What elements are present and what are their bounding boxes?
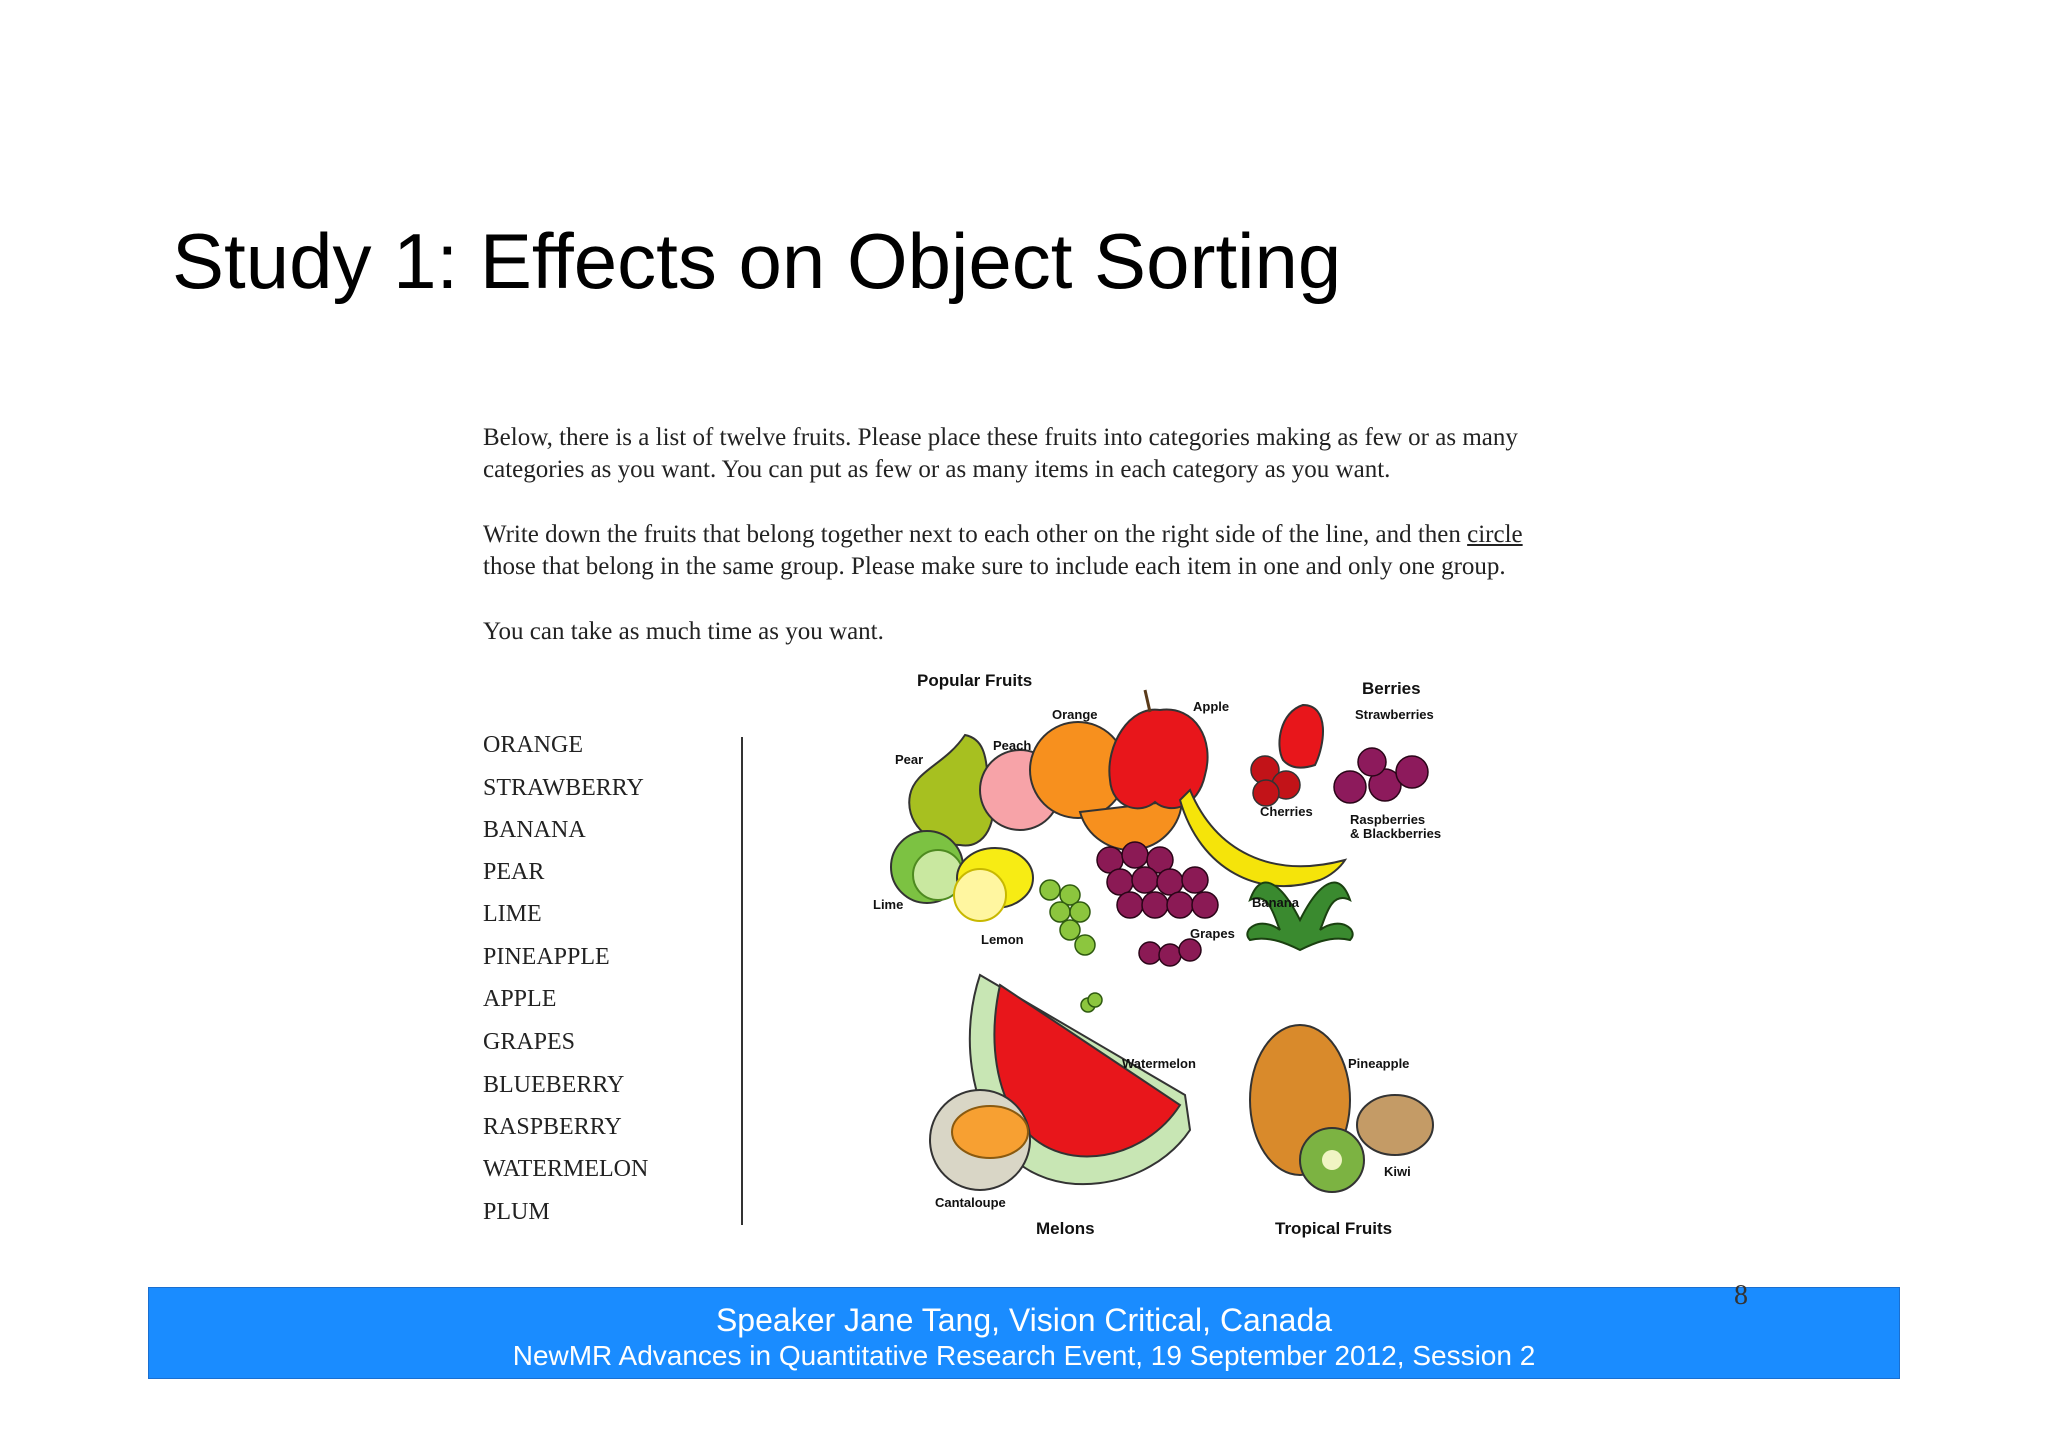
instruction-paragraph-2	[483, 519, 1523, 583]
fruit-list-item: BLUEBERRY	[483, 1072, 625, 1098]
group-header-melons: Melons	[1036, 1219, 1095, 1238]
instruction-paragraph-1	[483, 422, 1518, 486]
label-cherries: Cherries	[1260, 804, 1313, 819]
label-peach: Peach	[993, 738, 1032, 753]
label-grapes: Grapes	[1190, 926, 1235, 941]
footer-event-text: NewMR Advances in Quantitative Research Event, 19 September 2012, Session 2	[512, 1340, 1536, 1371]
fruit-list-item: BANANA	[483, 817, 586, 843]
fruit-list-item: PEAR	[483, 859, 545, 885]
label-lime: Lime	[873, 897, 904, 912]
fruit-list-item: PLUM	[483, 1199, 550, 1225]
fruit-list-item: GRAPES	[483, 1029, 576, 1055]
purple-grapes-icon	[1097, 842, 1218, 966]
label-cantaloupe: Cantaloupe	[935, 1195, 1006, 1210]
instruction-line: those that belong in the same group. Please make sure to include each item in one and only one group.	[483, 553, 1506, 580]
apple-icon	[1109, 710, 1207, 809]
label-apple: Apple	[1193, 699, 1230, 714]
instruction-paragraph-3: You can take as much time as you want.	[483, 618, 884, 645]
pineapple-leaves-icon	[1247, 883, 1352, 950]
fruit-list-item: WATERMELON	[483, 1156, 649, 1182]
raspberries-icon	[1334, 748, 1428, 803]
answer-divider-line	[741, 737, 743, 1225]
green-grapes-icon	[1040, 880, 1102, 1012]
circle-underlined-word: circle	[1467, 521, 1523, 548]
group-header-popular: Popular Fruits	[917, 671, 1033, 690]
fruit-list-item: STRAWBERRY	[483, 775, 644, 801]
label-orange: Orange	[1052, 707, 1098, 722]
label-pear: Pear	[895, 752, 924, 767]
label-kiwi: Kiwi	[1384, 1164, 1411, 1179]
label-blackberries: & Blackberries	[1350, 826, 1442, 841]
footer-banner	[148, 1287, 1900, 1379]
label-strawberries: Strawberries	[1355, 707, 1434, 722]
footer-speaker-text: Speaker Jane Tang, Vision Critical, Canada	[715, 1302, 1333, 1338]
page-number: 8	[1734, 1280, 1748, 1311]
fruit-list-item: LIME	[483, 901, 542, 927]
slide-title: Study 1: Effects on Object Sorting	[172, 217, 1342, 305]
instruction-text: Write down the fruits that belong together next to each other on the right side of the line, and then	[483, 521, 1468, 548]
fruit-list-item: APPLE	[483, 986, 557, 1012]
label-watermelon: Watermelon	[1122, 1056, 1196, 1071]
label-pineapple: Pineapple	[1348, 1056, 1410, 1071]
instruction-line: categories as you want. You can put as few or as many items in each category as you want.	[483, 456, 1391, 483]
strawberry-icon	[1279, 705, 1323, 768]
label-banana: Banana	[1252, 895, 1299, 910]
label-lemon: Lemon	[981, 932, 1024, 947]
instruction-line	[483, 519, 1523, 551]
fruit-list-item: PINEAPPLE	[483, 944, 610, 970]
fruit-illustration	[860, 660, 1490, 1260]
fruit-list-item: RASPBERRY	[483, 1114, 622, 1140]
group-header-berries: Berries	[1362, 679, 1421, 698]
kiwi-icon	[1357, 1095, 1433, 1155]
label-raspberries: Raspberries	[1350, 812, 1426, 827]
group-header-tropical: Tropical Fruits	[1275, 1219, 1393, 1238]
fruit-list-item: ORANGE	[483, 732, 583, 758]
instruction-line: Below, there is a list of twelve fruits. Please place these fruits into categories making as few or as many	[483, 424, 1518, 451]
